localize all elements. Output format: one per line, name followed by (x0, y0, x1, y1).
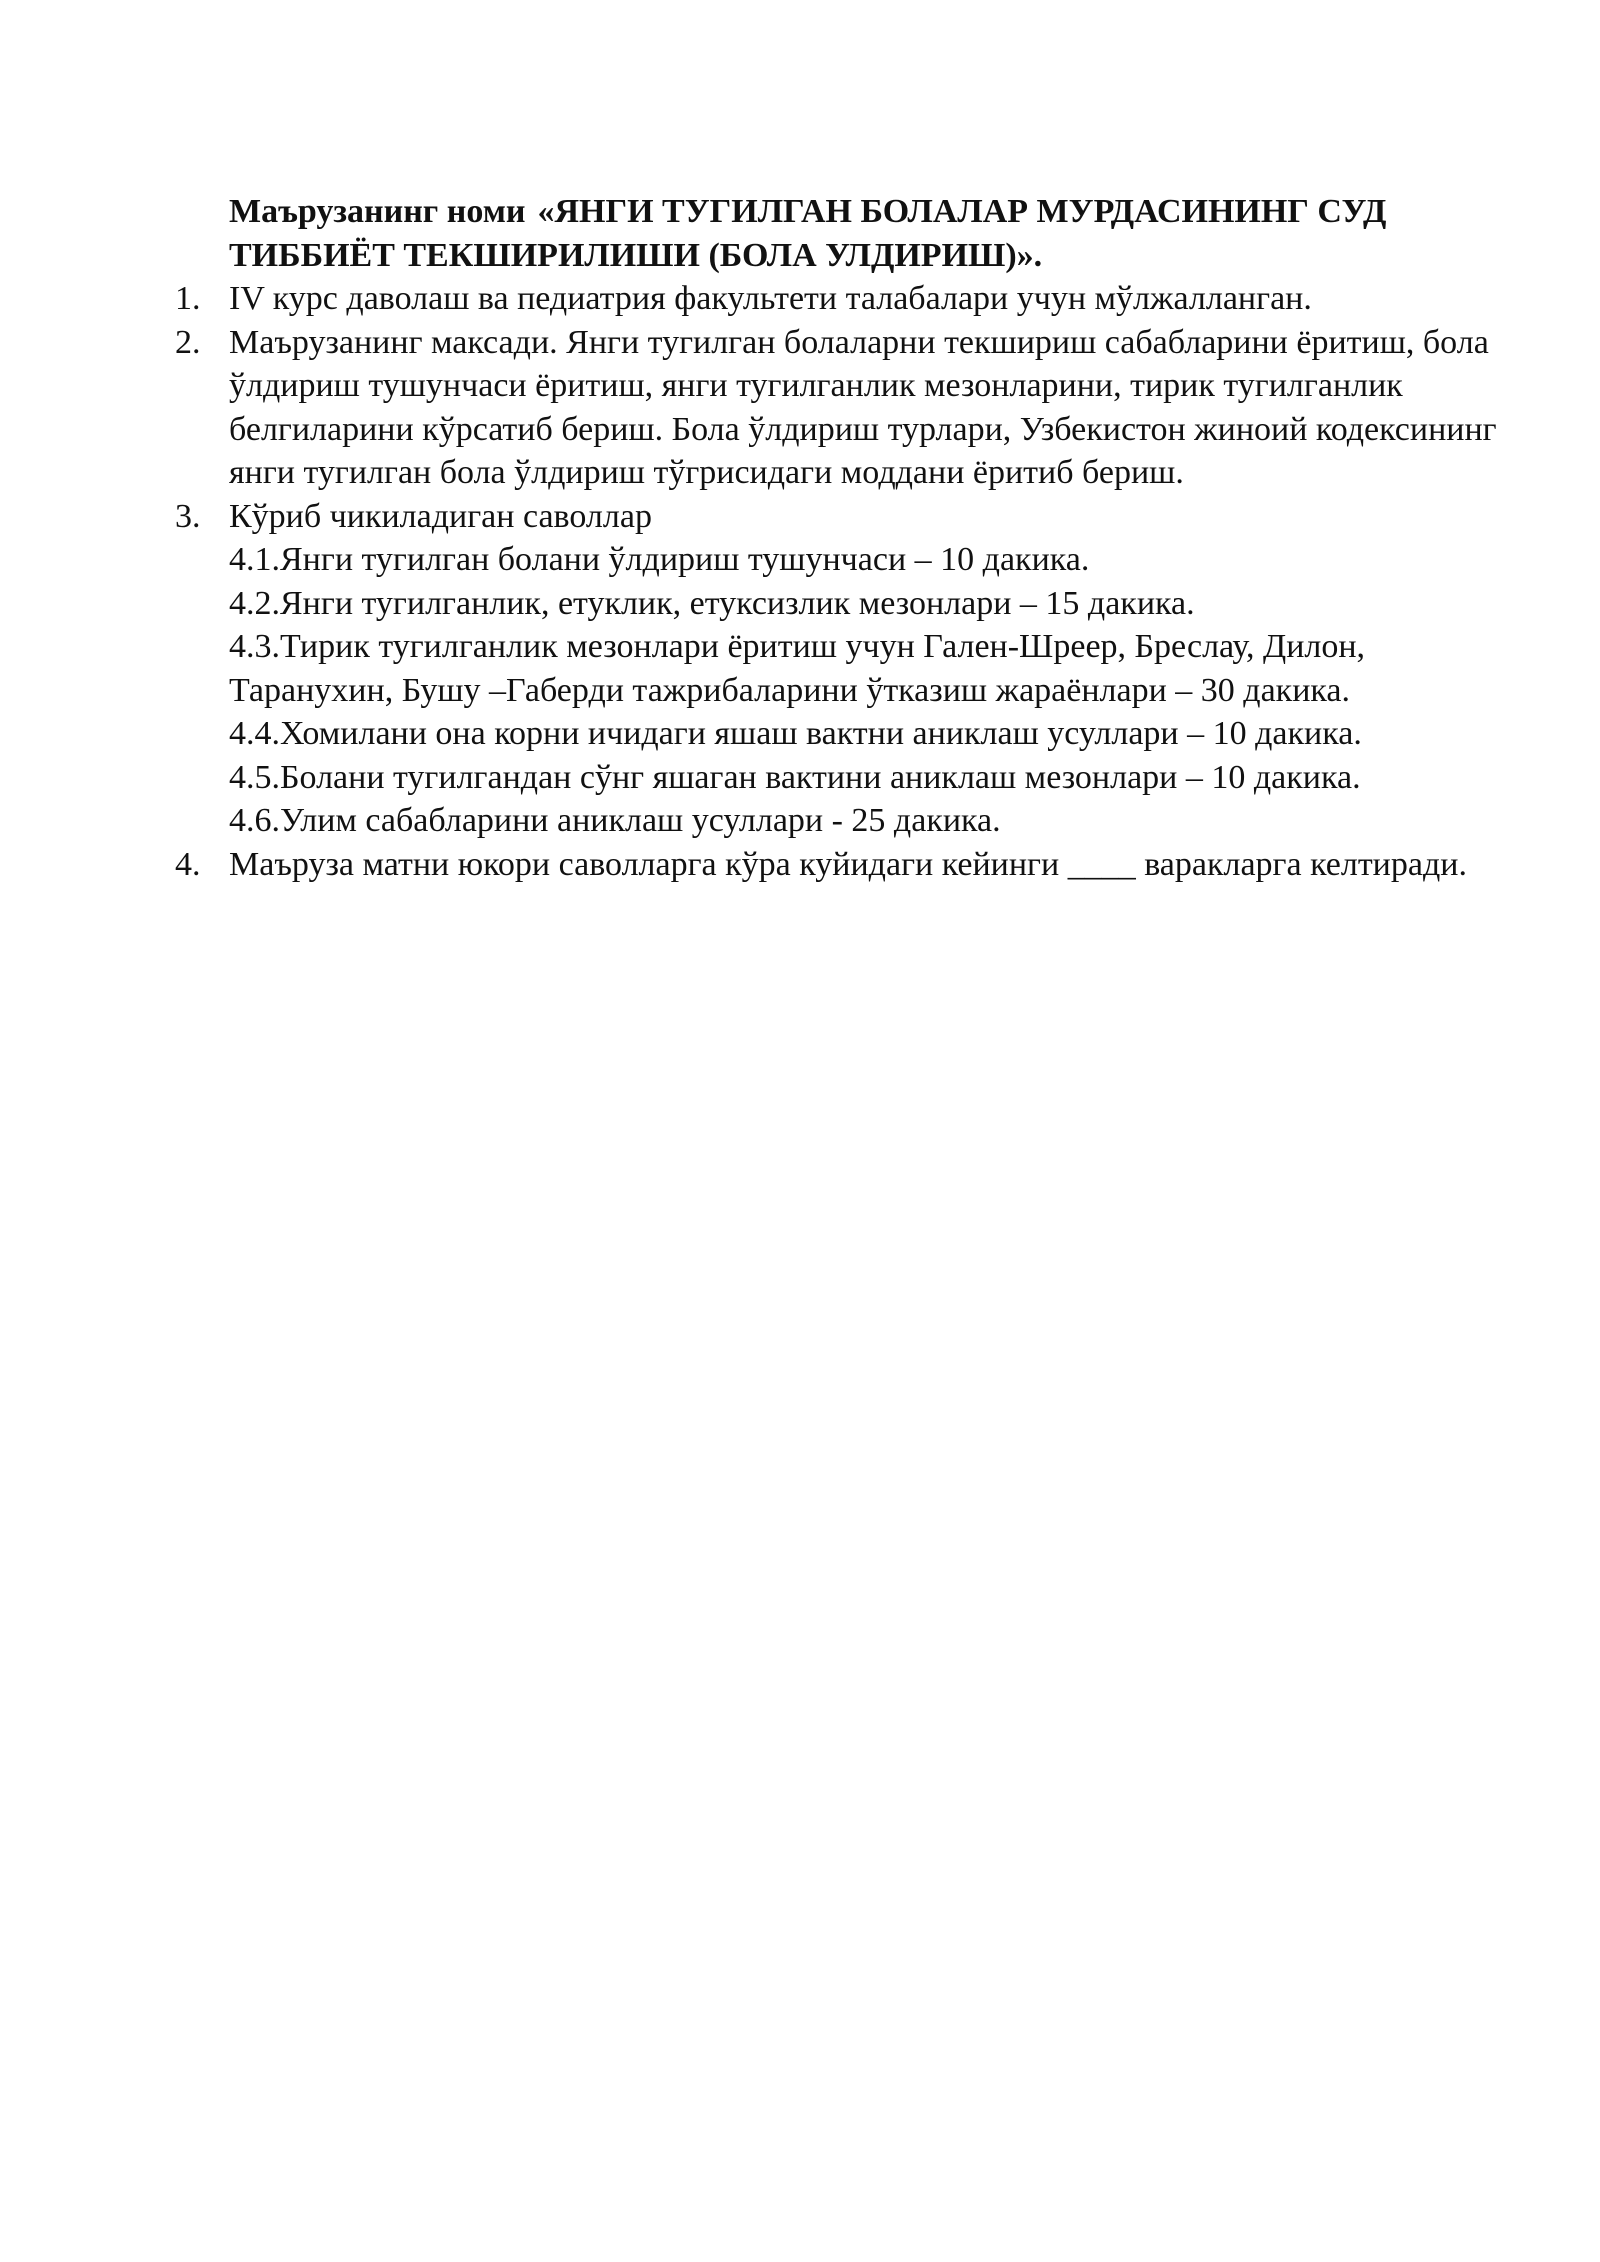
list-item-1 (175, 277, 1505, 321)
document-content (175, 190, 1505, 886)
sublist-item: 4.3.Тирик тугилганлик мезонлари ёритиш учун Гален-Шреер, Бреслау, Дилон, Таранухин, Бушу –Габерди тажрибаларини ўтказиш жараёнлари – 30 дакика. (229, 628, 1366, 709)
lecture-title (229, 190, 1505, 277)
list-item-number: 2. (175, 323, 201, 361)
list-item-4 (175, 843, 1505, 887)
sublist-item: 4.6.Улим сабабларини аниклаш усуллари - 25 дакика. (229, 802, 1001, 839)
list-item-number: 4. (175, 845, 201, 883)
lecture-title-lead: Маърузанинг номи (229, 193, 526, 230)
lecture-outline-list (175, 277, 1505, 886)
sublist-item: 4.1.Янги тугилган болани ўлдириш тушунчаси – 10 дакика. (229, 541, 1090, 578)
list-item-number: 3. (175, 497, 201, 535)
list-item-number: 1. (175, 280, 201, 317)
questions-sublist (229, 538, 1505, 843)
sublist-item: 4.2.Янги тугилганлик, етуклик, етуксизлик мезонлари – 15 дакика. (229, 584, 1195, 622)
sublist-item: 4.4.Хомилани она корни ичидаги яшаш вактни аниклаш усуллари – 10 дакика. (229, 715, 1362, 752)
list-item-text: Маърузанинг максади. Янги тугилган болаларни текшириш сабабларини ёритиш, бола ўлдириш тушунчаси ёритиш, янги тугилганлик мезонларини, тирик тугилганлик белгиларини кўрсатиб бериш. Бола ўлдириш турлари, Узбекистон жиноий кодексининг янги тугилган бола ўлдириш тўгрисидаги моддани ёритиб бериш. (229, 323, 1497, 491)
list-item-text: IV курс даволаш ва педиатрия факультети талабалари учун мўлжалланган. (229, 280, 1312, 317)
list-item-text: Кўриб чикиладиган саволлар (229, 497, 652, 535)
lecture-title-main: «ЯНГИ ТУГИЛГАН БОЛАЛАР МУРДАСИНИНГ СУД ТИББИЁТ ТЕКШИРИЛИШИ (БОЛА УЛДИРИШ)». (229, 193, 1387, 274)
list-item-3 (175, 495, 1505, 843)
list-item-2 (175, 321, 1505, 495)
sublist-item: 4.5.Болани тугилгандан сўнг яшаган вактини аниклаш мезонлари – 10 дакика. (229, 758, 1361, 796)
list-item-text: Маъруза матни юкори саволларга кўра куйидаги кейинги ____ варакларга келтиради. (229, 845, 1467, 883)
